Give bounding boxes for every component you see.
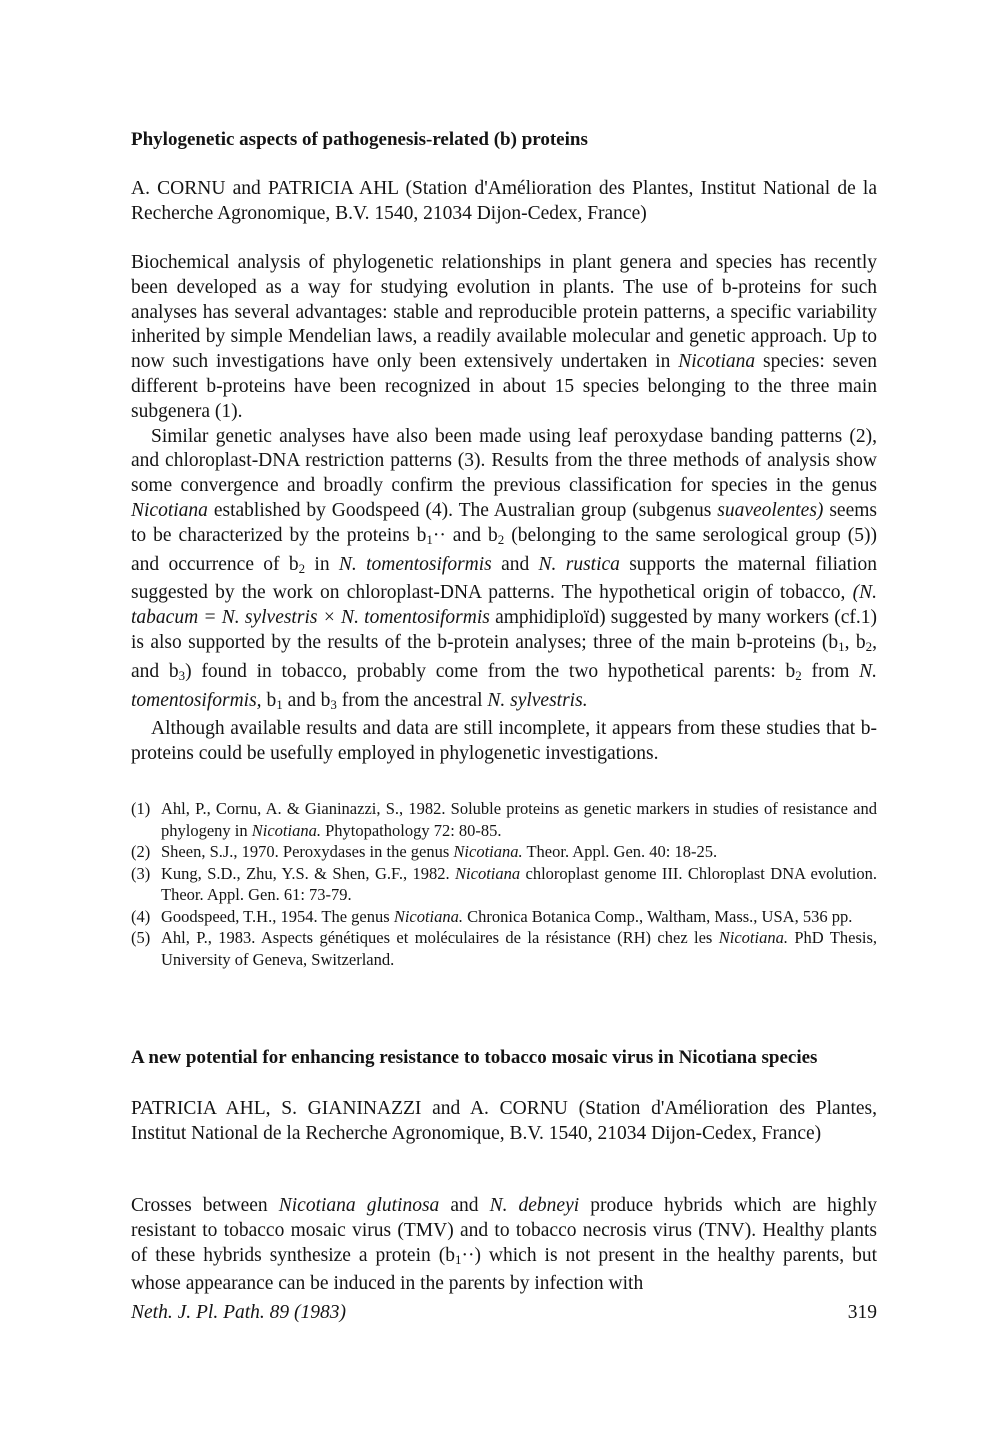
text-run: Crosses between [131,1195,279,1216]
subscript: 2 [795,667,802,683]
italic-text: N. tomentosiformis [338,553,492,575]
article1-paragraph-1 [131,251,877,425]
text-run: Although available results and data are still incomplete, it appears from these studies that b-proteins could be usefully employed in phylogenetic investigations. [131,718,877,765]
text-run: seems to be characterized by the proteins b [131,499,877,546]
text-run: chloroplast genome III. Chloroplast DNA evolution. Theor. Appl. Gen. 61: 73-79. [161,863,877,904]
text-run: (belonging to the same serological group (5)) and occurrence of b [131,524,877,575]
reference-text [161,927,877,970]
text-run: produce hybrids which are highly resistant to tobacco mosaic virus (TMV) and to tobacco necrosis virus (TNV). Healthy plants of these hybrids synthesize a protein (b [131,1195,878,1266]
italic-text: Nicotiana [678,351,756,373]
text-run: and b [282,689,331,711]
article1-body [131,251,877,767]
italic-text: Nicotiana. [393,906,464,926]
reference-number: (1) [131,799,151,818]
subscript: 2 [865,638,873,654]
italic-text: Nicotiana glutinosa [278,1195,440,1216]
article2-body [131,1194,877,1297]
text-run: Phytopathology 72: 80-85. [320,820,502,840]
reference-text [161,906,877,928]
text-run: Biochemical analysis of phylogenetic relationships in plant genera and species has recently been developed as a way for studying evolution in plants. The use of b-proteins for such analyses has several advantages: stable and reproducible protein patterns, a specific variability inherited by simple Mendelian laws, a readily available molecular and genetic approach. Up to now such investigations have only been extensively undertaken in [131,252,877,373]
reference-5 [131,927,877,970]
article1-authors: A. CORNU and PATRICIA AHL (Station d'Amélioration des Plantes, Institut National de la Recherche Agronomique, B.V. 1540, 21034 Dijon-Cedex, France) [131,178,877,224]
text-run: amphidiploïd) suggested by many workers (cf.1) is also supported by the results of the b-protein analyses; three of the main b-proteins (b [131,607,877,653]
reference-number: (5) [131,928,151,947]
italic-text: Nicotiana. [718,928,788,947]
text-run: Goodspeed, T.H., 1954. The genus [161,906,394,926]
text-run: PhD Thesis, University of Geneva, Switzerland. [161,928,877,969]
text-run: ·· and b [432,524,498,546]
text-run: established by Goodspeed (4). The Australian group (subgenus [207,499,718,521]
text-run: from the ancestral [336,689,488,711]
italic-text: N. rustica [538,553,620,575]
text-run: , and b [131,631,878,682]
italic-text: N. tomentosiformis, [131,660,877,711]
subscript: 1 [426,531,433,547]
italic-text: N. sylvestris. [487,689,588,711]
italic-text: Nicotiana [131,499,208,521]
article1-references [131,798,877,970]
italic-text: Nicotiana. [453,842,523,861]
article2-title: A new potential for enhancing resistance to tobacco mosaic virus in Nicotiana species [131,1047,818,1068]
subscript: 3 [178,667,186,683]
reference-number: (3) [131,863,151,883]
text-run: Similar genetic analyses have also been made using leaf peroxydase banding patterns (2), and chloroplast-DNA restriction patterns (3). Results from the three methods of analysis show some convergence and broadly confirm the previous classification for species in the genus [131,425,877,497]
article2-authors: PATRICIA AHL, S. GIANINAZZI and A. CORNU (Station d'Amélioration des Plantes, Institut National de la Recherche Agronomique, B.V. 1540, 21034 Dijon-Cedex, France) [131,1098,877,1144]
reference-3 [131,863,877,906]
subscript: 1 [838,638,845,654]
italic-text: (N. tabacum = N. sylvestris × N. tomentosiformis [131,582,877,629]
reference-text [161,798,877,841]
text-run: supports the maternal filiation suggested by the work on chloroplast-DNA patterns. The hypothetical origin of tobacco, [131,553,877,604]
text-run: ) found in tobacco, probably come from the two hypothetical parents: b [185,660,796,682]
text-run: b [261,689,277,711]
text-run: from [801,660,860,682]
journal-citation: Neth. J. Pl. Path. 89 (1983) [131,1302,347,1323]
reference-4 [131,906,877,928]
subscript: 1 [276,696,283,712]
subscript: 2 [298,560,306,576]
subscript: 2 [497,531,505,547]
article2-paragraph-1 [131,1194,877,1297]
reference-2 [131,841,877,863]
text-run: Theor. Appl. Gen. 40: 18-25. [522,842,718,861]
italic-text: Nicotiana. [251,820,321,840]
text-run: species: seven different b-proteins have been recognized in about 15 species belonging to the three main subgenera (1). [131,351,877,422]
italic-text: suaveolentes) [717,499,824,521]
text-run: and [439,1195,490,1216]
page-number: 319 [847,1302,877,1323]
text-run: Sheen, S.J., 1970. Peroxydases in the genus [161,842,454,861]
italic-text: Nicotiana [455,863,521,883]
text-run: , b [844,631,866,653]
reference-number: (2) [131,842,151,861]
italic-text: N. debneyi [489,1195,580,1216]
article1-paragraph-2 [131,425,877,718]
subscript: 1 [454,1251,462,1267]
text-run: in [305,553,339,575]
text-run: Kung, S.D., Zhu, Y.S. & Shen, G.F., 1982. [161,863,456,883]
article1-title: Phylogenetic aspects of pathogenesis-related (b) proteins [131,129,588,150]
subscript: 3 [330,696,337,712]
article1-paragraph-3 [131,717,877,767]
text-run: Chronica Botanica Comp., Waltham, Mass., USA, 536 pp. [463,906,853,926]
reference-text [161,863,877,906]
page-footer [131,1302,877,1324]
text-run: Ahl, P., 1983. Aspects génétiques et moléculaires de la résistance (RH) chez les [161,928,719,947]
text-run: Ahl, P., Cornu, A. & Gianinazzi, S., 1982. Soluble proteins as genetic markers in studies of resistance and phylogeny in [161,799,877,840]
text-run: ··) which is not present in the healthy parents, but whose appearance can be induced in the parents by infection with [131,1244,878,1295]
reference-text [161,841,877,863]
text-run: and [491,553,539,575]
reference-number: (4) [131,906,151,926]
reference-1 [131,798,877,841]
